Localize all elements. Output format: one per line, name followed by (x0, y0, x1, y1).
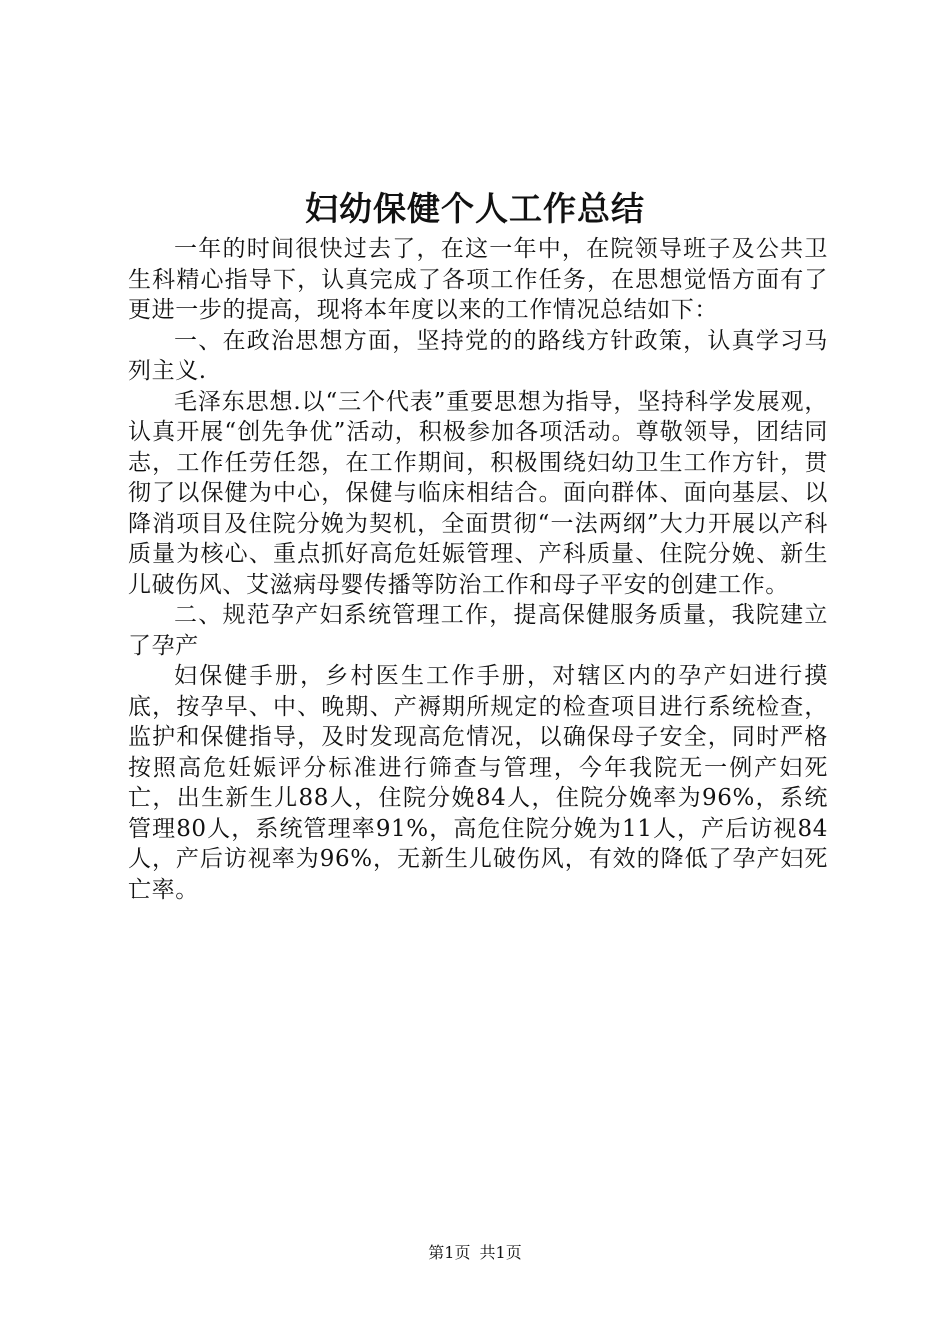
paragraph-management: 二、规范孕产妇系统管理工作，提高保健服务质量，我院建立了孕产 (128, 602, 828, 659)
paragraph-statistics: 妇保健手册，乡村医生工作手册，对辖区内的孕产妇进行摸底，按孕早、中、晚期、产褥期所规定的检查项目进行系统检查，监护和保健指导，及时发现高危情况，以确保母子安全，同时严格按照高危妊娠评分标准进行筛查与管理，今年我院无一例产妇死亡，出生新生儿88人，住院分娩84人，住院分娩率为96%，系统管理80人，系统管理率91%，高危住院分娩为11人，产后访视84人，产后访视率为96%，无新生儿破伤风，有效的降低了孕产妇死亡率。 (128, 663, 828, 903)
paragraph-thought: 毛泽东思想.以“三个代表”重要思想为指导，坚持科学发展观，认真开展“创先争优”活动，积极参加各项活动。尊敬领导，团结同志，工作任劳任怨，在工作期间，积极围绕妇幼卫生工作方针，贯彻了以保健为中心，保健与临床相结合。面向群体、面向基层、以降消项目及住院分娩为契机，全面贯彻“一法两纲”大力开展以产科质量为核心、重点抓好高危妊娠管理、产科质量、住院分娩、新生儿破伤风、艾滋病母婴传播等防治工作和母子平安的创建工作。 (128, 388, 828, 598)
page-number: 第1页 (428, 1243, 471, 1262)
paragraph-intro: 一年的时间很快过去了，在这一年中，在院领导班子及公共卫生科精心指导下，认真完成了各项工作任务，在思想觉悟方面有了更进一步的提高，现将本年度以来的工作情况总结如下： (128, 236, 828, 323)
page-footer (0, 1242, 950, 1264)
paragraph-political: 一、在政治思想方面，坚持党的的路线方针政策，认真学习马列主义. (128, 327, 828, 384)
document-body (128, 234, 828, 905)
document-title: 妇幼保健个人工作总结 (305, 189, 645, 228)
page-total: 共1页 (479, 1243, 522, 1262)
